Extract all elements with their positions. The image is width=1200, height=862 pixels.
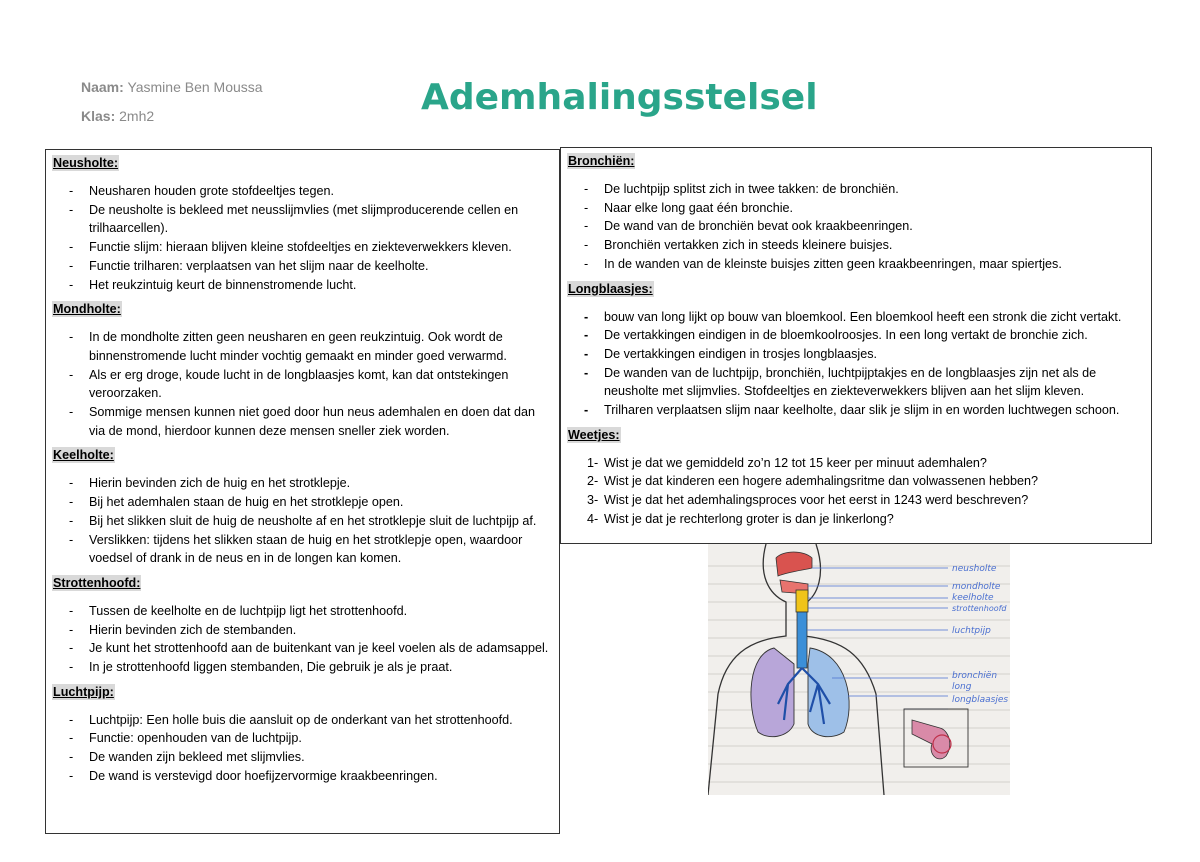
- section-list: [52, 711, 553, 786]
- list-marker: [69, 257, 85, 276]
- list-item-text: Bij het slikken sluit de huig de neusholte af en het strotklepje sluit de luchtpijp af.: [89, 513, 537, 528]
- label-neusholte: neusholte: [952, 564, 997, 574]
- list-item: [52, 531, 553, 568]
- list-marker: [69, 201, 85, 220]
- section: [52, 446, 553, 568]
- list-marker: [584, 401, 600, 420]
- list-item-text: Bij het ademhalen staan de huig en het strotklepje open.: [89, 495, 404, 510]
- list-item-text: De wand van de bronchiën bevat ook kraakbeenringen.: [604, 219, 913, 234]
- list-item-text: Verslikken: tijdens het slikken staan de huig en het strotklepje open, waardoor voedsel of drank in de neus en in de longen kan komen.: [89, 532, 523, 566]
- student-class: [81, 108, 154, 124]
- list-item: [567, 491, 1145, 510]
- list-marker: [69, 767, 85, 786]
- section-list: [52, 602, 553, 677]
- list-marker: [69, 276, 85, 295]
- list-item-text: Naar elke long gaat één bronchie.: [604, 200, 794, 215]
- list-marker: [584, 217, 600, 236]
- list-marker: [69, 658, 85, 677]
- list-marker: 3-: [587, 493, 599, 508]
- list-item-text: Wist je dat het ademhalingsproces voor het eerst in 1243 werd beschreven?: [604, 493, 1029, 508]
- list-marker: [584, 364, 600, 383]
- list-marker: [584, 199, 600, 218]
- list-item: [567, 364, 1145, 401]
- list-marker: [69, 493, 85, 512]
- section-list: [567, 454, 1145, 529]
- section-title: Luchtpijp:: [53, 684, 114, 699]
- list-item-text: bouw van long lijkt op bouw van bloemkool. Een bloemkool heeft een stronk die zicht vertakt.: [604, 309, 1122, 324]
- student-name: [81, 79, 263, 95]
- list-marker: 1-: [587, 455, 599, 470]
- list-item-text: Bronchiën vertakken zich in steeds kleinere buisjes.: [604, 238, 893, 253]
- list-marker: [69, 531, 85, 550]
- label-long: long: [952, 682, 972, 692]
- list-item: [567, 180, 1145, 199]
- list-item: [567, 326, 1145, 345]
- section: [567, 426, 1145, 529]
- list-item: [52, 201, 553, 238]
- list-item-text: Als er erg droge, koude lucht in de longblaasjes komt, kan dat ontstekingen veroorzaken.: [89, 367, 509, 401]
- list-item: [567, 255, 1145, 274]
- list-item-text: Luchtpijp: Een holle buis die aansluit op de onderkant van het strottenhoofd.: [89, 712, 513, 727]
- list-item-text: Sommige mensen kunnen niet goed door hun neus ademhalen en doen dat dan via de mond, hierdoor kunnen deze mensen sneller ziek worden.: [89, 405, 536, 438]
- list-marker: [69, 474, 85, 493]
- list-item-text: Wist je dat je rechterlong groter is dan je linkerlong?: [604, 511, 894, 526]
- list-item-text: In de wanden van de kleinste buisjes zitten geen kraakbeenringen, maar spiertjes.: [604, 256, 1062, 271]
- list-item: [567, 199, 1145, 218]
- list-marker: [69, 602, 85, 621]
- list-marker: [69, 238, 85, 257]
- section-title: Neusholte:: [53, 156, 119, 170]
- class-label: Klas:: [81, 108, 116, 124]
- list-marker: [584, 255, 600, 274]
- list-item-text: Hierin bevinden zich de huig en het strotklepje.: [89, 476, 351, 491]
- section-title: Weetjes:: [568, 427, 620, 442]
- list-item-text: Je kunt het strottenhoofd aan de buitenkant van je keel voelen als de adamsappel.: [89, 641, 549, 656]
- left-notes-box: [45, 149, 560, 834]
- list-marker: 2-: [587, 474, 599, 489]
- list-item: [52, 639, 553, 658]
- list-item-text: Trilharen verplaatsen slijm naar keelholte, daar slik je slijm in en worden luchtwegen schoon.: [604, 403, 1120, 418]
- list-item: [567, 308, 1145, 327]
- list-item-text: De neusholte is bekleed met neusslijmvlies (met slijmproducerende cellen en trilhaarcellen).: [89, 202, 519, 236]
- section-title: Keelholte:: [53, 448, 114, 463]
- list-item: [52, 257, 553, 276]
- list-marker: [584, 180, 600, 199]
- list-item-text: Hierin bevinden zich de stembanden.: [89, 622, 297, 637]
- list-marker: [69, 748, 85, 767]
- list-item: [567, 401, 1145, 420]
- list-item: [52, 238, 553, 257]
- label-mondholte: mondholte: [952, 582, 1001, 592]
- section: [567, 280, 1145, 420]
- list-item: [567, 454, 1145, 473]
- section: [567, 152, 1145, 274]
- list-item-text: Wist je dat kinderen een hogere ademhalingsritme dan volwassenen hebben?: [604, 474, 1039, 489]
- list-item: [52, 276, 553, 295]
- list-item: [567, 345, 1145, 364]
- list-marker: [584, 326, 600, 345]
- list-marker: [584, 308, 600, 327]
- list-item-text: De vertakkingen eindigen in trosjes longblaasjes.: [604, 346, 878, 361]
- list-item: [567, 217, 1145, 236]
- label-bronchien: bronchiën: [952, 671, 998, 681]
- respiratory-diagram: [708, 544, 1010, 795]
- right-notes-box: [560, 147, 1152, 544]
- list-item: [52, 474, 553, 493]
- section-list: [52, 328, 553, 440]
- list-marker: [69, 621, 85, 640]
- list-item-text: Functie trilharen: verplaatsen van het slijm naar de keelholte.: [89, 258, 429, 273]
- list-item-text: Functie: openhouden van de luchtpijp.: [89, 731, 302, 746]
- respiratory-diagram-svg: [708, 544, 1010, 795]
- list-marker: [69, 182, 85, 201]
- list-marker: [69, 366, 85, 385]
- section-title: Strottenhoofd:: [53, 575, 141, 590]
- list-item-text: De vertakkingen eindigen in de bloemkoolroosjes. In een long vertakt de bronchie zich.: [604, 328, 1088, 343]
- list-item-text: De wanden van de luchtpijp, bronchiën, luchtpijptakjes en de longblaasjes zijn net als de neusholte met slijmvlies. Stofdeeltjes en ziekteverwekkers blijven aan het slijm kleven.: [604, 365, 1097, 399]
- section-list: [52, 182, 553, 294]
- list-item-text: Het reukzintuig keurt de binnenstromende lucht.: [89, 277, 357, 292]
- list-item: [567, 472, 1145, 491]
- list-marker: [69, 711, 85, 730]
- list-item: [567, 510, 1145, 529]
- list-item-text: De luchtpijp splitst zich in twee takken: de bronchiën.: [604, 182, 899, 196]
- list-item: [52, 621, 553, 640]
- list-marker: 4-: [587, 511, 599, 526]
- section-title: Longblaasjes:: [568, 281, 653, 296]
- list-item-text: In je strottenhoofd liggen stembanden, Die gebruik je als je praat.: [89, 660, 453, 675]
- list-item: [52, 182, 553, 201]
- list-item: [52, 328, 553, 365]
- list-item-text: Neusharen houden grote stofdeeltjes tegen.: [89, 184, 335, 198]
- name-label: Naam:: [81, 79, 124, 95]
- section: [52, 574, 553, 677]
- section: [52, 683, 553, 786]
- list-marker: [584, 236, 600, 255]
- class-value: 2mh2: [119, 108, 155, 124]
- list-marker: [69, 729, 85, 748]
- label-strottenhoofd: strottenhoofd: [952, 604, 1007, 613]
- list-item-text: De wand is verstevigd door hoefijzervormige kraakbeenringen.: [89, 768, 438, 783]
- list-item: [567, 236, 1145, 255]
- list-item: [52, 748, 553, 767]
- list-item: [52, 366, 553, 403]
- list-marker: [69, 512, 85, 531]
- list-marker: [69, 328, 85, 347]
- list-item: [52, 711, 553, 730]
- list-item-text: In de mondholte zitten geen neusharen en geen reukzintuig. Ook wordt de binnenstromende lucht minder vochtig gemaakt en minder goed verwarmd.: [89, 330, 507, 363]
- list-item: [52, 602, 553, 621]
- page-title: Ademhalingsstelsel: [421, 77, 818, 118]
- label-keelholte: keelholte: [952, 593, 994, 603]
- list-item: [52, 729, 553, 748]
- section-list: [567, 180, 1145, 274]
- name-value: Yasmine Ben Moussa: [127, 79, 263, 95]
- section-title: Bronchiën:: [568, 154, 635, 168]
- list-item-text: Functie slijm: hieraan blijven kleine stofdeeltjes en ziekteverwekkers kleven.: [89, 240, 512, 255]
- section: [52, 154, 553, 294]
- label-longblaasjes: longblaasjes: [952, 695, 1009, 705]
- list-item: [52, 512, 553, 531]
- section-list: [567, 308, 1145, 420]
- section: [52, 300, 553, 440]
- list-item: [52, 767, 553, 786]
- list-item: [52, 658, 553, 677]
- list-item-text: Tussen de keelholte en de luchtpijp ligt het strottenhoofd.: [89, 603, 408, 618]
- label-luchtpijp: luchtpijp: [952, 626, 991, 636]
- list-item: [52, 403, 553, 440]
- list-marker: [69, 403, 85, 422]
- list-item: [52, 493, 553, 512]
- list-marker: [69, 639, 85, 658]
- list-item-text: Wist je dat we gemiddeld zo’n 12 tot 15 keer per minuut ademhalen?: [604, 455, 987, 470]
- section-list: [52, 474, 553, 568]
- section-title: Mondholte:: [53, 302, 121, 317]
- list-item-text: De wanden zijn bekleed met slijmvlies.: [89, 750, 305, 765]
- list-marker: [584, 345, 600, 364]
